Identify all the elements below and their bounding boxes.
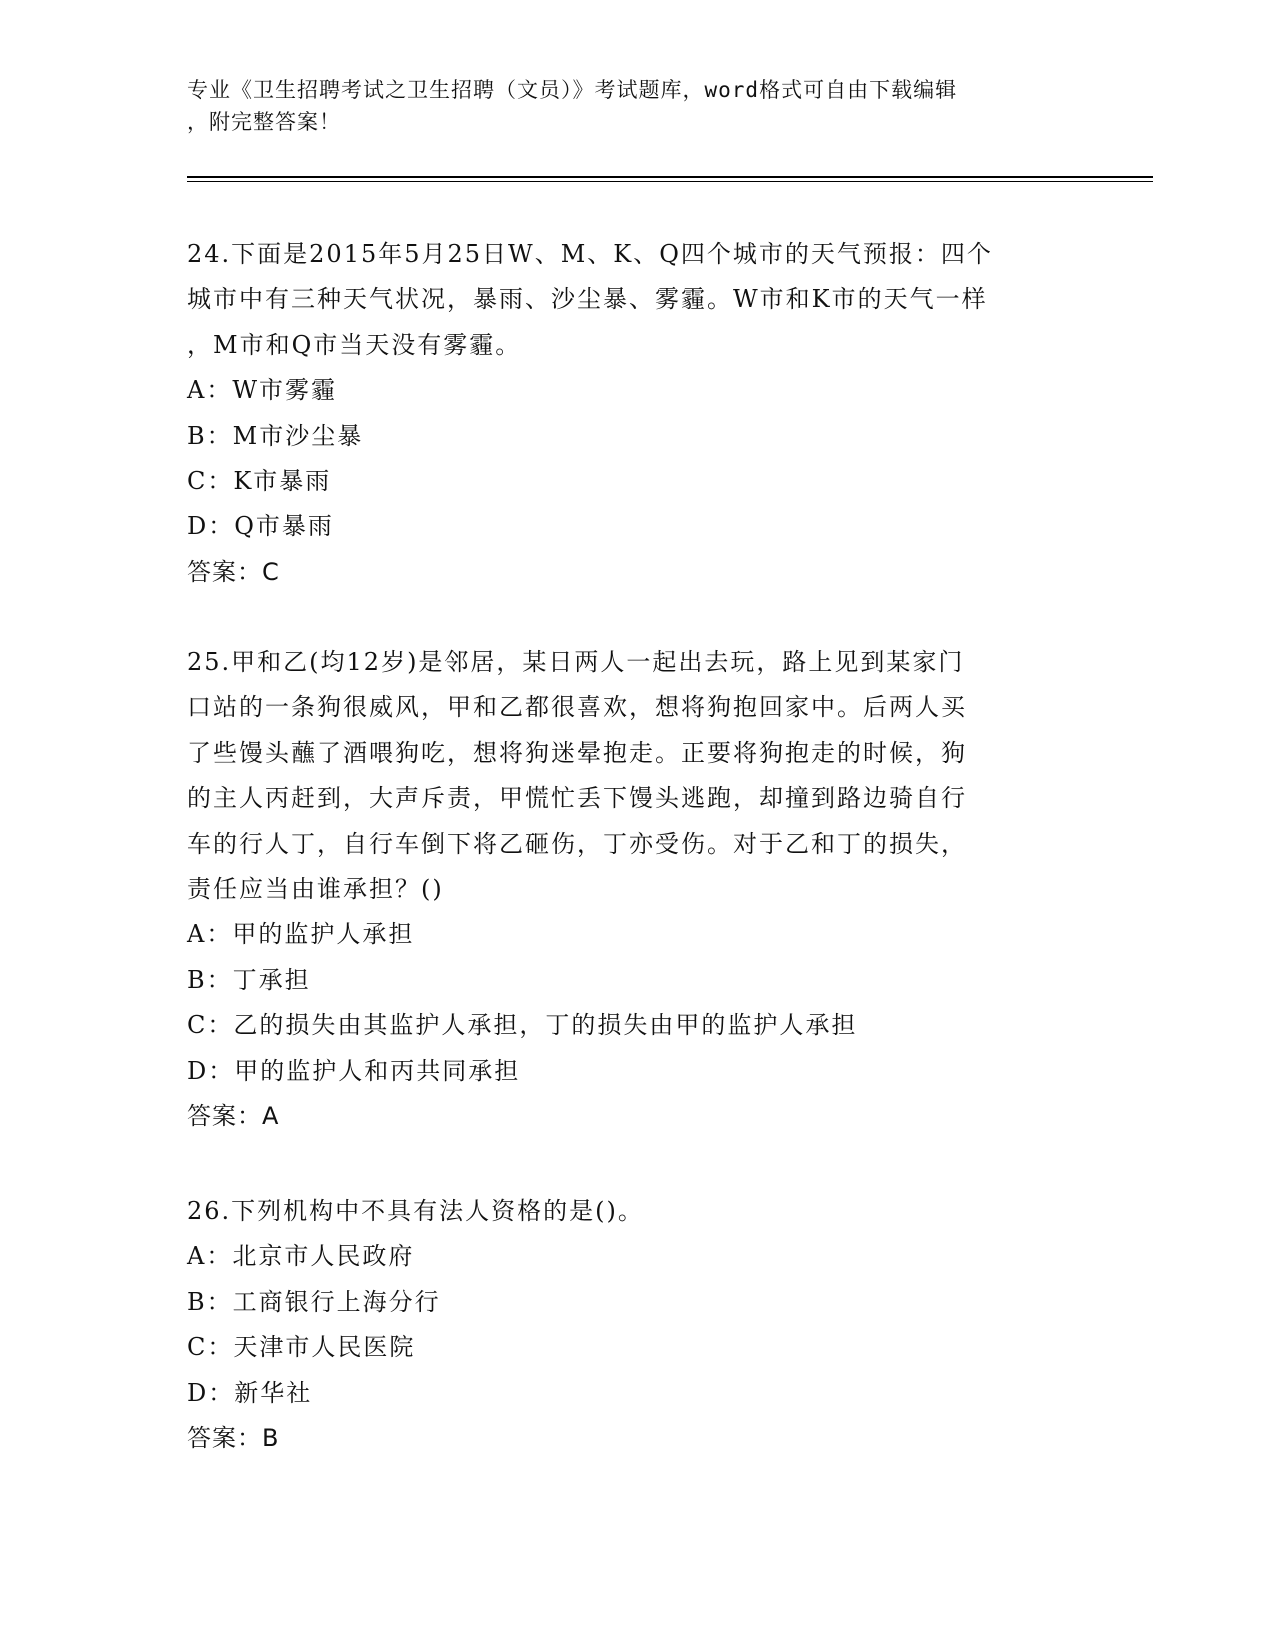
option-a: A：W市雾霾 (187, 376, 337, 405)
question-text-line: 26.下列机构中不具有法人资格的是()。 (187, 1197, 644, 1225)
question-text-line: 车的行人丁，自行车倒下将乙砸伤，丁亦受伤。对于乙和丁的损失， (187, 829, 967, 858)
option-b: B：M市沙尘暴 (187, 421, 364, 450)
question-24 (187, 232, 1087, 595)
option-a: A：甲的监护人承担 (187, 920, 415, 949)
document-header (187, 74, 1067, 138)
option-d: D：新华社 (187, 1378, 313, 1407)
question-text-line: 城市中有三种天气状况，暴雨、沙尘暴、雾霾。W市和K市的天气一样 (187, 285, 988, 314)
option-d: D：Q市暴雨 (187, 512, 334, 541)
option-c: C：天津市人民医院 (187, 1333, 416, 1362)
question-text-line: 了些馒头蘸了酒喂狗吃，想将狗迷晕抱走。正要将狗抱走的时候，狗 (187, 738, 967, 767)
question-26 (187, 1189, 1087, 1461)
question-text-line: ，M市和Q市当天没有雾霾。 (187, 330, 522, 359)
option-c: C：乙的损失由其监护人承担，丁的损失由甲的监护人承担 (187, 1011, 858, 1040)
question-text-line: 24.下面是2015年5月25日W、M、K、Q四个城市的天气预报：四个 (187, 240, 993, 268)
header-divider-thin (187, 181, 1153, 182)
question-text-line: 口站的一条狗很威风，甲和乙都很喜欢，想将狗抱回家中。后两人买 (187, 693, 967, 722)
answer-line: 答案：A (187, 1102, 280, 1131)
question-text-line: 责任应当由谁承担？() (187, 875, 444, 904)
question-text-line: 25.甲和乙(均12岁)是邻居，某日两人一起出去玩，路上见到某家门 (187, 648, 965, 676)
header-line-1: 专业《卫生招聘考试之卫生招聘（文员）》考试题库，word格式可自由下载编辑 (187, 78, 958, 102)
option-c: C：K市暴雨 (187, 467, 332, 496)
option-b: B：丁承担 (187, 965, 311, 994)
answer-line: 答案：C (187, 557, 280, 586)
option-b: B：工商银行上海分行 (187, 1287, 441, 1316)
question-text-line: 的主人丙赶到，大声斥责，甲慌忙丢下馒头逃跑，却撞到路边骑自行 (187, 784, 967, 813)
answer-line: 答案：B (187, 1424, 280, 1453)
header-divider-thick (187, 176, 1153, 178)
header-line-2: ，附完整答案！ (187, 110, 341, 134)
question-25 (187, 640, 1087, 1139)
option-a: A：北京市人民政府 (187, 1242, 415, 1271)
option-d: D：甲的监护人和丙共同承担 (187, 1056, 521, 1085)
